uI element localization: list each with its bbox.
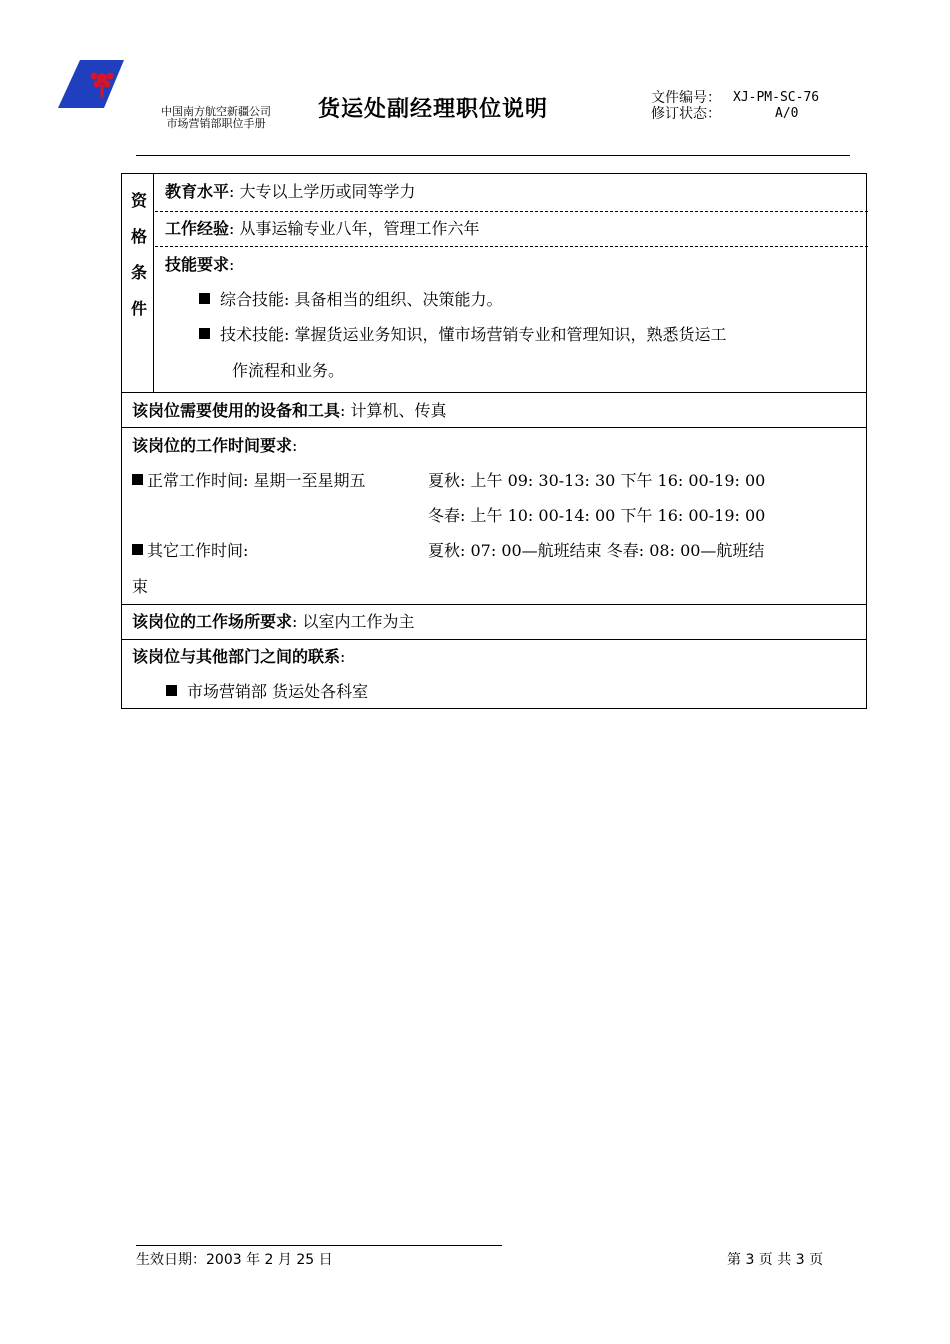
normal-time-label: 正常工作时间: 星期一至星期五 [147,471,366,490]
document-title: 货运处副经理职位说明 [318,97,549,122]
workplace-section [122,604,866,639]
work-time-label: 该岗位的工作时间要求 [132,436,293,455]
other-time-row [132,538,248,561]
revision-value: A/0 [775,106,799,121]
company-line2: 市场营销部职位手册 [166,117,266,130]
footer-rule [136,1245,502,1246]
bullet-square-icon [199,328,210,339]
relations-section [122,639,866,710]
qualification-char: 格 [130,227,147,246]
qualification-char: 件 [130,299,147,318]
bullet-square-icon [132,474,143,485]
logo-tail-shape [58,60,124,108]
normal-time-winter: 冬春: 上午 10: 00-14: 00 下午 16: 00-19: 00 [428,506,766,525]
normal-time-summer: 夏秋: 上午 09: 30-13: 30 下午 16: 00-19: 00 [428,471,766,490]
effective-date: 生效日期：2003 年 2 月 25 日 [136,1252,333,1268]
relations-item [166,679,368,702]
page-number: 第 3 页 共 3 页 [727,1252,824,1268]
workplace-label: 该岗位的工作场所要求 [132,612,293,631]
document-meta [651,90,819,122]
education-value: : 大专以上学历或同等学力 [229,182,416,201]
bullet-square-icon [199,293,210,304]
revision-label: 修订状态： [651,106,721,122]
skill-technical: 技术技能: 掌握货运业务知识，懂市场营销专业和管理知识，熟悉货运工 [220,325,727,344]
company-name [146,106,286,130]
doc-no-value: XJ-PM-SC-76 [733,90,820,105]
experience-label: 工作经验 [165,219,230,238]
doc-no-label: 文件编号： [651,90,721,106]
other-time-label: 其它工作时间: [147,541,249,560]
company-line1: 中国南方航空新疆公司 [161,105,271,118]
skill-item [199,322,726,345]
equipment-label: 该岗位需要使用的设备和工具 [132,401,341,420]
qualification-label [122,174,154,392]
qualification-section [122,174,868,392]
other-time-value: 夏秋: 07: 00—航班结束 冬春: 08: 00—航班结 [428,541,765,560]
normal-time-row [132,468,365,491]
work-time-colon: : [292,436,298,455]
skills-label: 技能要求 [165,255,230,274]
equipment-value: : 计算机、传真 [340,401,447,420]
relations-colon: : [340,647,346,666]
work-time-section [122,427,866,604]
equipment-section [122,392,866,427]
workplace-value: : 以室内工作为主 [292,612,415,631]
position-table [121,173,867,709]
skill-technical-wrap: 作流程和业务。 [232,361,345,380]
experience-row [155,212,868,247]
relations-departments: 市场营销部 货运处各科室 [187,682,369,701]
bullet-square-icon [132,544,143,555]
bullet-square-icon [166,685,177,696]
skills-row [155,247,868,391]
skills-colon: : [229,255,235,274]
skill-general: 综合技能: 具备相当的组织、决策能力。 [220,290,503,309]
experience-value: : 从事运输专业八年，管理工作六年 [229,219,480,238]
qualification-char: 条 [130,263,147,282]
education-row [155,174,868,212]
header-rule [136,155,850,156]
qualification-char: 资 [130,191,147,210]
education-label: 教育水平 [165,182,230,201]
company-logo [58,60,124,108]
other-time-wrap: 束 [132,577,149,596]
skill-item [199,287,502,310]
relations-label: 该岗位与其他部门之间的联系 [132,647,341,666]
